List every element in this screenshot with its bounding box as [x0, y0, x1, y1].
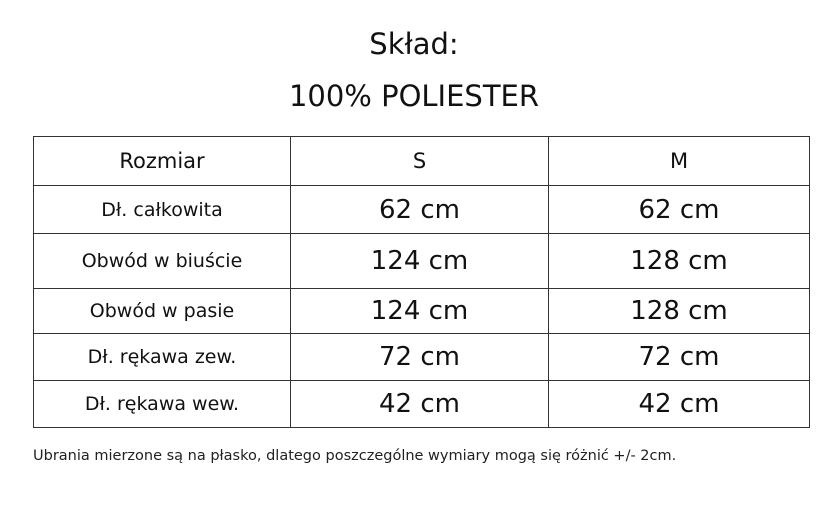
measurement-footnote: Ubrania mierzone są na płasko, dlatego poszczególne wymiary mogą się różnić +/- 2cm. [33, 448, 677, 464]
row-label: Dł. rękawa zew. [34, 334, 291, 381]
header-s: S [291, 137, 549, 186]
row-label: Obwód w pasie [34, 289, 291, 334]
table-row [34, 334, 810, 381]
value-s: 42 cm [291, 381, 549, 428]
header-size: Rozmiar [34, 137, 291, 186]
value-s: 72 cm [291, 334, 549, 381]
size-table [33, 136, 810, 428]
value-m: 128 cm [549, 234, 810, 289]
row-label: Dł. rękawa wew. [34, 381, 291, 428]
row-label: Dł. całkowita [34, 186, 291, 234]
value-m: 128 cm [549, 289, 810, 334]
value-m: 42 cm [549, 381, 810, 428]
value-m: 72 cm [549, 334, 810, 381]
table-row [34, 381, 810, 428]
table-row [34, 289, 810, 334]
value-m: 62 cm [549, 186, 810, 234]
row-label: Obwód w biuście [34, 234, 291, 289]
value-s: 124 cm [291, 234, 549, 289]
composition-heading: Skład: [369, 27, 459, 61]
table-header-row [34, 137, 810, 186]
table-row [34, 186, 810, 234]
table-row [34, 234, 810, 289]
value-s: 62 cm [291, 186, 549, 234]
composition-value: 100% POLIESTER [288, 79, 540, 113]
header-m: M [549, 137, 810, 186]
value-s: 124 cm [291, 289, 549, 334]
